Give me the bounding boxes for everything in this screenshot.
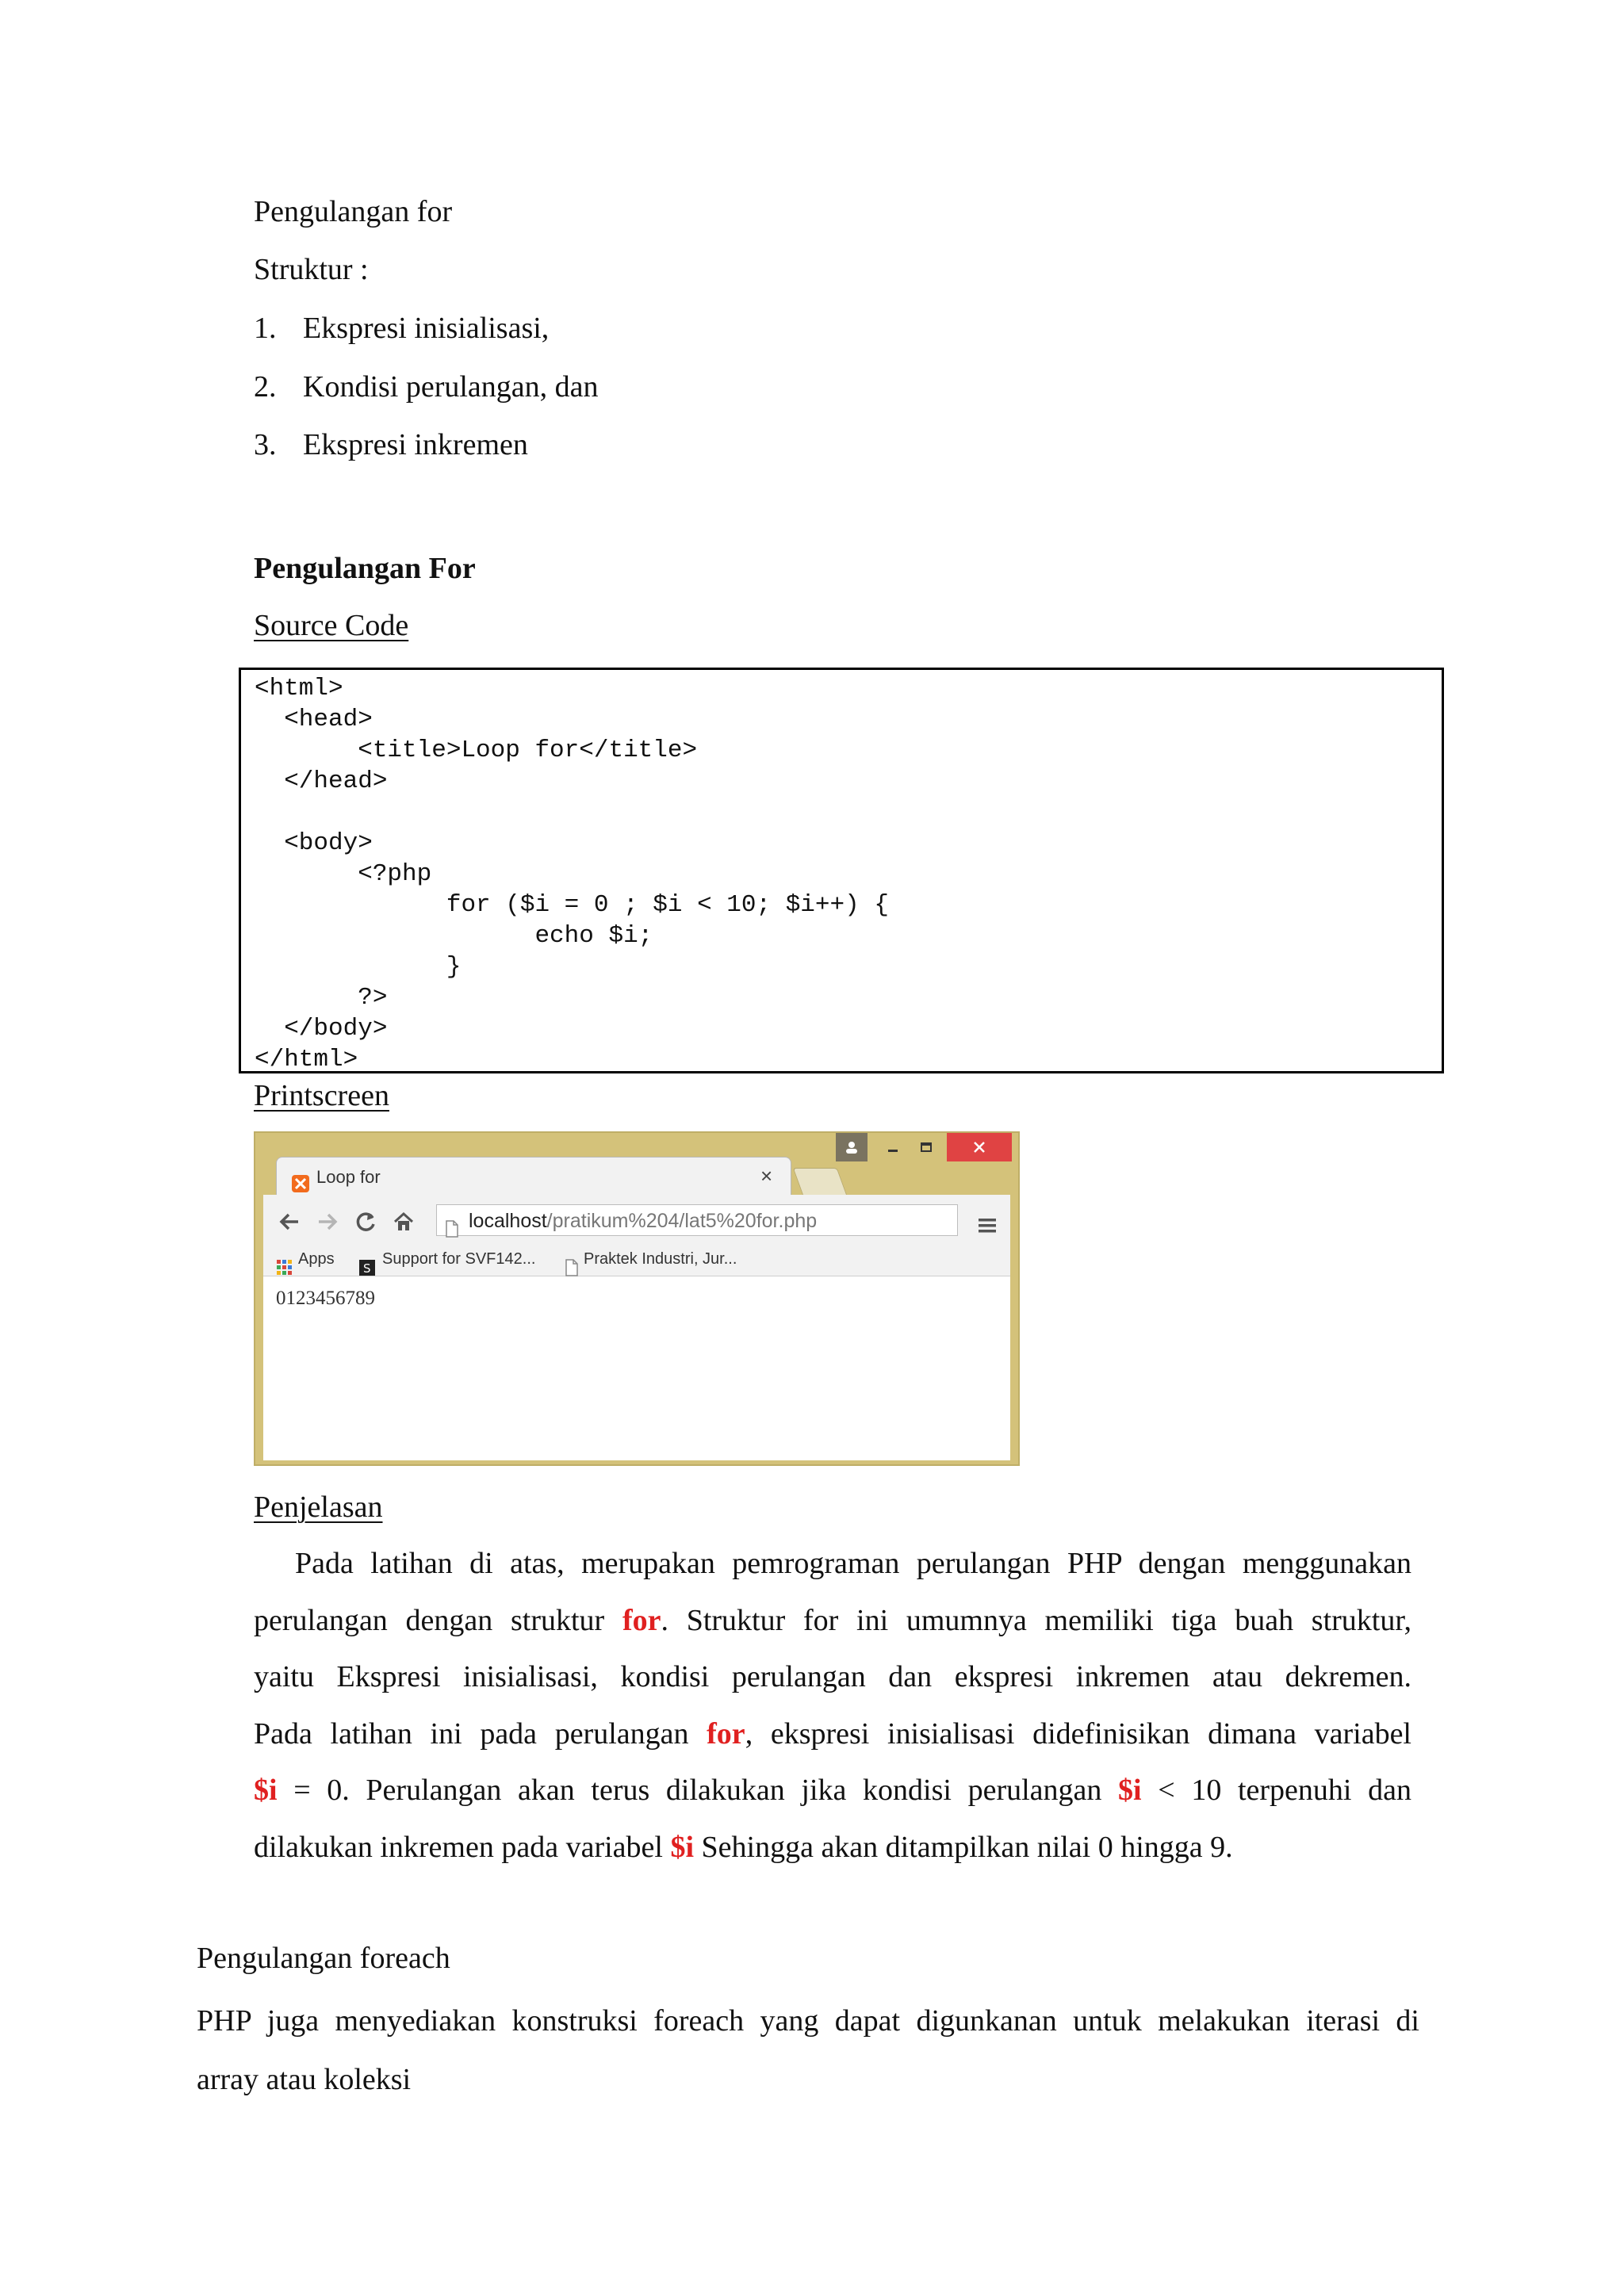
bookmark-praktek[interactable]: Praktek Industri, Jur... [584, 1250, 737, 1268]
browser-screenshot [254, 1131, 1020, 1466]
list-number: 1. [254, 312, 277, 345]
paragraph-line: array atau koleksi [197, 2063, 412, 2096]
code-line: <head> [255, 706, 373, 733]
code-line: <body> [255, 829, 373, 857]
list-item [254, 369, 599, 404]
reload-icon[interactable] [354, 1207, 377, 1242]
highlight-keyword: $i [670, 1830, 695, 1864]
printscreen-label: Printscreen [254, 1079, 389, 1112]
text-segment: = 0. Perulangan akan terus dilakukan jika kondisi perulangan [277, 1774, 1119, 1807]
struktur-label: Struktur : [254, 253, 369, 286]
code-line: <title>Loop for</title> [255, 737, 698, 764]
browser-content [263, 1276, 1010, 1460]
penjelasan-paragraph [254, 1536, 1411, 1876]
bookmark-apps[interactable]: Apps [298, 1250, 335, 1268]
source-code-label: Source Code [254, 609, 409, 642]
paragraph-line [254, 1649, 1411, 1706]
paragraph-line: PHP juga menyediakan konstruksi foreach yang dapat digunkanan untuk melakukan iterasi di [197, 2004, 1419, 2038]
text-segment: Pada latihan di atas, merupakan pemrograman perulangan PHP dengan menggunakan [295, 1547, 1411, 1580]
user-icon [836, 1133, 868, 1161]
home-icon[interactable] [392, 1207, 416, 1242]
tab-close-icon[interactable]: × [760, 1164, 773, 1188]
code-line: for ($i = 0 ; $i < 10; $i++) { [255, 891, 889, 919]
paragraph-line [254, 1820, 1411, 1877]
forward-icon[interactable] [316, 1207, 339, 1242]
list-text: Kondisi perulangan, dan [303, 370, 599, 404]
text-segment: perulangan dengan struktur [254, 1603, 622, 1637]
paragraph-line [254, 1762, 1411, 1820]
text-segment: yaitu Ekspresi inisialisasi, kondisi perulangan dan ekspresi inkremen atau dekremen. [254, 1660, 1411, 1693]
code-box [239, 668, 1444, 1073]
list-number: 2. [254, 370, 277, 404]
code-line: </body> [255, 1015, 388, 1043]
page-output: 0123456789 [276, 1288, 375, 1309]
url-text: localhost/pratikum%204/lat5%20for.php [469, 1210, 818, 1232]
code-line: } [255, 953, 462, 981]
highlight-keyword: $i [254, 1774, 278, 1807]
svg-text:S: S [363, 1261, 371, 1276]
code-line: </html> [255, 1046, 358, 1073]
foreach-paragraph [197, 1992, 1419, 2109]
code-line: ?> [255, 984, 388, 1012]
code-line: </head> [255, 767, 388, 795]
text-segment: < 10 terpenuhi dan [1141, 1774, 1411, 1807]
maximize-icon[interactable] [910, 1133, 942, 1161]
list-item [254, 427, 528, 462]
page-icon [445, 1211, 459, 1246]
bookmark-support[interactable]: Support for SVF142... [382, 1250, 536, 1268]
code-line: <html> [255, 675, 343, 702]
close-window-icon[interactable] [947, 1133, 1012, 1161]
browser-toolbar [263, 1195, 1010, 1276]
heading-pengulangan-foreach: Pengulangan foreach [197, 1942, 450, 1975]
code-line: <?php [255, 860, 432, 888]
list-number: 3. [254, 428, 277, 461]
penjelasan-label: Penjelasan [254, 1490, 383, 1524]
text-segment: . Struktur for ini umumnya memiliki tiga buah struktur, [661, 1603, 1411, 1637]
list-text: Ekspresi inkremen [303, 428, 528, 461]
paragraph-line [254, 1536, 1411, 1593]
tab-title: Loop for [316, 1167, 381, 1187]
back-icon[interactable] [278, 1207, 301, 1242]
new-tab-button[interactable] [793, 1168, 848, 1196]
highlight-keyword: for [622, 1603, 661, 1637]
minimize-icon[interactable] [877, 1133, 909, 1161]
menu-icon[interactable] [977, 1209, 998, 1243]
text-segment: Sehingga akan ditampilkan nilai 0 hingga 9. [694, 1830, 1233, 1864]
address-bar[interactable] [436, 1204, 958, 1236]
text-segment: Pada latihan ini pada perulangan [254, 1716, 707, 1751]
section-title: Pengulangan For [254, 552, 476, 585]
highlight-keyword: for [707, 1716, 745, 1751]
highlight-keyword: $i [1118, 1774, 1142, 1807]
text-segment: , ekspresi inisialisasi didefinisikan dimana variabel [745, 1716, 1411, 1751]
text-segment: dilakukan inkremen pada variabel [254, 1830, 671, 1864]
browser-tab[interactable] [276, 1157, 791, 1195]
paragraph-line [254, 1593, 1411, 1650]
paragraph-line [254, 1706, 1411, 1763]
list-text: Ekspresi inisialisasi, [303, 312, 550, 345]
heading-pengulangan-for: Pengulangan for [254, 195, 453, 228]
code-line: echo $i; [255, 922, 653, 950]
list-item [254, 311, 550, 346]
